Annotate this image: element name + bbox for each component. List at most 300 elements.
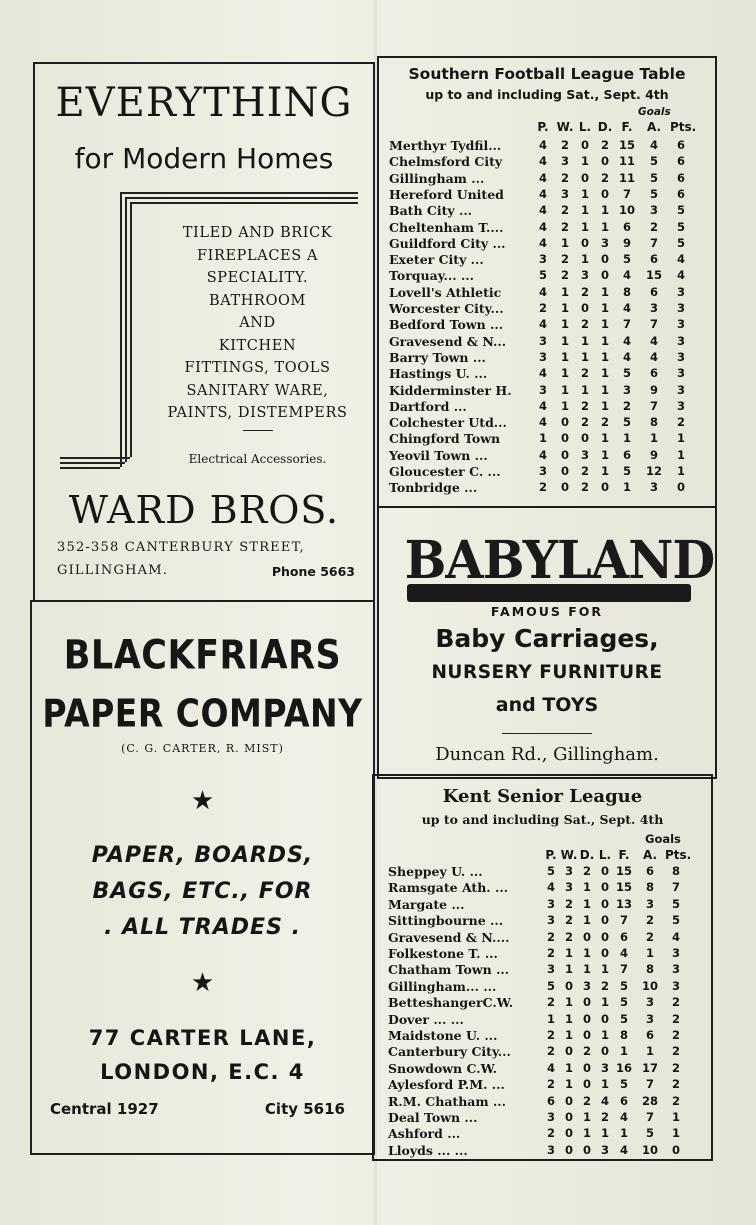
- stat-l: 0: [580, 170, 589, 185]
- column-header: D.: [579, 848, 595, 862]
- team-name: Ashford ...: [388, 1126, 461, 1142]
- team-name: Dover ... ...: [388, 1011, 464, 1027]
- stat-w: 1: [560, 366, 569, 381]
- stat-f: 7: [619, 962, 628, 977]
- stat-pts: 6: [676, 186, 685, 201]
- stat-l: 1: [580, 154, 589, 169]
- column-header: Pts.: [665, 848, 692, 862]
- stat-pts: 0: [671, 1142, 680, 1157]
- team-name: Dartford ...: [389, 398, 467, 414]
- stat-p: 2: [546, 995, 555, 1010]
- stat-f: 5: [622, 252, 631, 267]
- team-name: Lloyds ... ...: [388, 1142, 468, 1158]
- stat-d: 0: [600, 268, 609, 283]
- southern-league-subtitle: up to and including Sat., Sept. 4th: [425, 87, 669, 102]
- stat-p: 5: [546, 978, 555, 993]
- ward-line: SPECIALITY.: [206, 270, 309, 286]
- stat-pts: 3: [676, 398, 685, 413]
- stat-a: 7: [645, 1110, 654, 1124]
- stat-f: 5: [619, 978, 628, 993]
- stat-pts: 2: [671, 1093, 680, 1108]
- stat-p: 4: [538, 398, 547, 413]
- stat-l: 1: [600, 1126, 609, 1141]
- stat-l: 2: [580, 464, 589, 478]
- stat-l: 4: [600, 1093, 609, 1108]
- stat-w: 1: [560, 349, 569, 364]
- stat-f: 2: [622, 398, 631, 413]
- stat-d: 1: [582, 962, 591, 977]
- table-row: [374, 913, 711, 929]
- blackfriars-line: BAGS, ETC., FOR: [92, 879, 313, 904]
- team-name: Bath City ...: [389, 203, 473, 219]
- team-name: Exeter City ...: [389, 252, 484, 268]
- stat-d: 0: [582, 929, 591, 944]
- team-name: Ramsgate Ath. ...: [388, 880, 509, 896]
- stat-a: 4: [649, 138, 658, 152]
- stat-w: 2: [560, 219, 569, 234]
- stat-l: 3: [580, 268, 589, 283]
- stat-l: 2: [580, 398, 589, 413]
- stat-p: 3: [538, 464, 547, 478]
- stat-pts: 8: [671, 864, 680, 878]
- ward-phone: Phone 5663: [271, 564, 355, 579]
- stat-a: 1: [645, 1044, 654, 1059]
- table-row: [379, 366, 715, 382]
- frame-line: [120, 192, 358, 194]
- stat-p: 3: [546, 1110, 555, 1124]
- ward-line: SANITARY WARE,: [186, 382, 329, 399]
- stat-w: 1: [560, 382, 569, 397]
- team-name: Yeovil Town ...: [389, 447, 488, 463]
- stat-p: 3: [546, 1142, 555, 1157]
- stat-pts: 5: [671, 913, 680, 928]
- stat-w: 2: [560, 252, 569, 267]
- stat-d: 1: [600, 301, 609, 315]
- stat-pts: 0: [676, 480, 685, 495]
- ward-line: TILED AND BRICK: [182, 225, 333, 241]
- stat-a: 3: [645, 995, 654, 1010]
- stat-w: 1: [560, 398, 569, 413]
- stat-pts: 6: [676, 154, 685, 169]
- stat-pts: 7: [671, 880, 680, 895]
- blackfriars-product-list: [32, 838, 373, 946]
- stat-f: 5: [622, 366, 631, 381]
- column-header: A.: [646, 120, 662, 134]
- stat-f: 4: [619, 1110, 628, 1124]
- stat-f: 4: [622, 268, 631, 283]
- stat-p: 2: [546, 1126, 555, 1141]
- stat-w: 0: [560, 415, 569, 430]
- table-row: [379, 203, 715, 219]
- stat-f: 9: [622, 235, 631, 250]
- team-name: Gillingham... ...: [388, 978, 497, 994]
- stat-l: 3: [600, 1142, 609, 1157]
- stat-pts: 3: [671, 946, 680, 960]
- stat-p: 2: [538, 301, 547, 315]
- stat-w: 2: [564, 913, 573, 928]
- blackfriars-address-1: 77 CARTER LANE,: [88, 1026, 317, 1050]
- ward-town: GILLINGHAM.: [57, 563, 169, 578]
- stat-w: 1: [564, 1077, 573, 1092]
- ward-headline-1: EVERYTHING: [55, 80, 353, 126]
- stat-a: 5: [649, 154, 658, 169]
- team-name: Gravesend & N...: [389, 333, 507, 349]
- team-name: Colchester Utd...: [389, 415, 507, 431]
- stat-pts: 4: [671, 929, 680, 944]
- stat-pts: 2: [671, 995, 680, 1010]
- team-name: Guildford City ...: [389, 235, 506, 251]
- table-row: [374, 1143, 711, 1159]
- table-row: [374, 962, 711, 978]
- column-header: A.: [642, 848, 658, 862]
- stat-l: 2: [600, 978, 609, 993]
- stat-a: 2: [649, 219, 658, 234]
- stat-l: 0: [600, 864, 609, 878]
- stat-w: 0: [564, 1093, 573, 1108]
- stat-a: 3: [649, 480, 658, 495]
- stat-p: 3: [538, 333, 547, 348]
- stat-p: 1: [538, 431, 547, 446]
- stat-l: 0: [580, 301, 589, 315]
- stat-p: 4: [538, 154, 547, 169]
- stat-pts: 3: [676, 382, 685, 397]
- kent-league-title: Kent Senior League: [442, 786, 643, 807]
- stat-w: 0: [564, 978, 573, 993]
- column-header: W.: [556, 120, 574, 134]
- frame-line: [125, 197, 358, 199]
- stat-f: 15: [615, 864, 632, 878]
- stat-d: 2: [600, 138, 609, 152]
- stat-a: 3: [649, 301, 658, 315]
- stat-d: 1: [600, 366, 609, 381]
- stat-a: 15: [645, 268, 662, 283]
- table-row: [374, 1061, 711, 1077]
- stat-f: 4: [622, 301, 631, 315]
- stat-f: 16: [615, 1060, 632, 1075]
- stat-d: 0: [600, 480, 609, 495]
- frame-line: [130, 202, 132, 457]
- stat-pts: 2: [671, 1044, 680, 1059]
- stat-p: 1: [546, 1011, 555, 1026]
- stat-pts: 3: [676, 366, 685, 381]
- stat-f: 15: [615, 880, 632, 895]
- babyland-line-3: and TOYS: [495, 694, 599, 716]
- table-row: [374, 864, 711, 880]
- stat-l: 1: [580, 333, 589, 348]
- team-name: Gravesend & N....: [388, 929, 510, 945]
- stat-p: 3: [546, 962, 555, 977]
- stat-l: 0: [580, 431, 589, 446]
- stat-w: 1: [560, 333, 569, 348]
- divider: [502, 733, 592, 734]
- stat-f: 5: [619, 1077, 628, 1092]
- stat-l: 0: [580, 138, 589, 152]
- table-row: [374, 979, 711, 995]
- stat-p: 4: [546, 1060, 555, 1075]
- column-header: F.: [618, 848, 630, 862]
- stat-f: 13: [615, 896, 632, 911]
- table-row: [374, 1094, 711, 1110]
- blackfriars-title-1: BLACKFRIARS: [63, 633, 342, 679]
- frame-line: [120, 192, 122, 467]
- frame-line: [60, 467, 120, 469]
- team-name: R.M. Chatham ...: [388, 1093, 507, 1109]
- table-row: [374, 1012, 711, 1028]
- stat-d: 3: [582, 978, 591, 993]
- stat-l: 1: [580, 219, 589, 234]
- stat-w: 1: [560, 235, 569, 250]
- table-row: [379, 334, 715, 350]
- stat-d: 2: [582, 864, 591, 878]
- team-name: Snowdown C.W.: [388, 1060, 498, 1076]
- team-name: Tonbridge ...: [389, 480, 478, 496]
- stat-p: 3: [546, 896, 555, 911]
- stat-w: 0: [564, 1142, 573, 1157]
- stat-f: 6: [619, 929, 628, 944]
- stat-pts: 1: [671, 1126, 680, 1141]
- stat-l: 2: [580, 317, 589, 332]
- stat-w: 2: [560, 170, 569, 185]
- stat-l: 0: [600, 913, 609, 928]
- stat-a: 1: [649, 431, 658, 446]
- stat-w: 2: [560, 268, 569, 283]
- stat-a: 6: [645, 1028, 654, 1042]
- stat-d: 1: [600, 203, 609, 218]
- stat-p: 4: [538, 415, 547, 430]
- stat-l: 0: [600, 929, 609, 944]
- stat-pts: 3: [671, 962, 680, 977]
- goals-label: Goals: [645, 832, 681, 846]
- table-row: [374, 1077, 711, 1093]
- stat-d: 0: [582, 1028, 591, 1042]
- stat-w: 1: [564, 995, 573, 1010]
- stat-d: 3: [600, 235, 609, 250]
- stat-d: 0: [582, 1011, 591, 1026]
- table-row: [379, 431, 715, 447]
- babyland-famous-for: FAMOUS FOR: [490, 604, 604, 619]
- stat-a: 9: [649, 382, 658, 397]
- team-name: Bedford Town ...: [389, 317, 504, 333]
- stat-l: 3: [600, 1060, 609, 1075]
- stat-a: 9: [649, 447, 658, 462]
- table-row: [379, 154, 715, 170]
- stat-l: 0: [580, 235, 589, 250]
- stat-pts: 3: [676, 349, 685, 364]
- stat-pts: 6: [676, 170, 685, 185]
- stat-d: 0: [582, 1077, 591, 1092]
- stat-d: 1: [600, 349, 609, 364]
- stat-a: 2: [645, 929, 654, 944]
- stat-f: 6: [622, 219, 631, 234]
- frame-line: [125, 197, 127, 462]
- stat-pts: 3: [676, 284, 685, 299]
- ward-address: 352-358 CANTERBURY STREET,: [57, 540, 305, 555]
- stat-l: 1: [600, 1077, 609, 1092]
- stat-l: 1: [600, 1028, 609, 1042]
- stat-d: 2: [600, 170, 609, 185]
- stat-pts: 1: [676, 464, 685, 478]
- table-row: [374, 930, 711, 946]
- ward-line: AND: [239, 315, 276, 331]
- stat-pts: 1: [671, 1110, 680, 1124]
- stat-pts: 4: [676, 268, 685, 283]
- stat-w: 3: [564, 864, 573, 878]
- stat-d: 1: [600, 219, 609, 234]
- stat-p: 3: [546, 913, 555, 928]
- stat-d: 1: [600, 447, 609, 462]
- stat-pts: 2: [671, 1028, 680, 1042]
- stat-a: 10: [641, 978, 658, 993]
- stat-l: 3: [580, 447, 589, 462]
- stat-w: 3: [560, 186, 569, 201]
- stat-w: 1: [564, 962, 573, 977]
- column-header: P.: [537, 120, 549, 134]
- stat-d: 1: [600, 398, 609, 413]
- frame-line: [130, 202, 358, 204]
- stat-d: 1: [582, 1126, 591, 1141]
- stat-pts: 4: [676, 252, 685, 267]
- stat-pts: 1: [676, 447, 685, 462]
- stat-d: 1: [582, 913, 591, 928]
- team-name: Folkestone T. ...: [388, 946, 498, 961]
- team-name: Canterbury City...: [388, 1044, 511, 1060]
- stat-pts: 5: [676, 219, 685, 234]
- goals-label: Goals: [638, 106, 671, 118]
- stat-pts: 3: [676, 317, 685, 332]
- team-name: Chingford Town: [389, 431, 501, 447]
- stat-l: 0: [600, 880, 609, 895]
- babyland-logo-text: BABYLAND: [404, 530, 715, 591]
- team-name: Chelmsford City: [389, 154, 503, 170]
- babyland-advert: [377, 506, 717, 779]
- blackfriars-title-2: PAPER COMPANY: [42, 691, 363, 736]
- ward-company-name: WARD BROS.: [68, 488, 340, 532]
- stat-w: 2: [564, 896, 573, 911]
- stat-f: 5: [619, 995, 628, 1010]
- blackfriars-line: PAPER, BOARDS,: [91, 843, 314, 868]
- table-row: [379, 171, 715, 187]
- stat-p: 2: [546, 1077, 555, 1092]
- stat-p: 4: [538, 186, 547, 201]
- team-name: Lovell's Athletic: [389, 284, 502, 300]
- stat-pts: 3: [671, 978, 680, 993]
- table-row: [379, 464, 715, 480]
- stat-a: 6: [649, 284, 658, 299]
- southern-league-title: Southern Football League Table: [408, 65, 686, 83]
- stat-w: 1: [560, 284, 569, 299]
- divider: [243, 430, 273, 431]
- column-header: Pts.: [670, 120, 697, 134]
- ward-electrical: Electrical Accessories.: [188, 452, 327, 466]
- stat-l: 1: [600, 962, 609, 977]
- stat-p: 3: [538, 252, 547, 267]
- stat-f: 1: [619, 1044, 628, 1059]
- stat-d: 1: [582, 1110, 591, 1124]
- stat-d: 1: [600, 382, 609, 397]
- blackfriars-proprietors: (C. G. CARTER, R. MIST): [121, 742, 284, 755]
- stat-a: 7: [649, 235, 658, 250]
- blackfriars-advert: [30, 600, 375, 1155]
- stat-p: 5: [538, 268, 547, 283]
- stat-a: 7: [645, 1077, 654, 1092]
- stat-f: 11: [618, 154, 635, 169]
- stat-a: 6: [645, 864, 654, 878]
- stat-pts: 5: [676, 203, 685, 218]
- table-row: [379, 317, 715, 333]
- stat-a: 1: [645, 946, 654, 960]
- stat-d: 1: [600, 431, 609, 446]
- team-name: Torquay... ...: [389, 268, 475, 284]
- stat-w: 0: [564, 1126, 573, 1141]
- stat-a: 8: [645, 880, 654, 895]
- stat-d: 0: [582, 1060, 591, 1075]
- stat-a: 7: [649, 398, 658, 413]
- table-row: [374, 1044, 711, 1060]
- team-name: Sheppey U. ...: [388, 864, 483, 879]
- team-name: Sittingbourne ...: [388, 913, 504, 929]
- stat-w: 1: [564, 1011, 573, 1026]
- stat-p: 2: [546, 946, 555, 960]
- stat-a: 3: [645, 1011, 654, 1026]
- table-row: [379, 252, 715, 268]
- stat-d: 0: [582, 1142, 591, 1157]
- stat-f: 8: [619, 1028, 628, 1042]
- ward-line: FIREPLACES A: [196, 247, 319, 264]
- stat-p: 4: [538, 235, 547, 250]
- stat-w: 1: [564, 1028, 573, 1042]
- stat-p: 2: [546, 929, 555, 944]
- stat-l: 0: [600, 896, 609, 911]
- table-row: [379, 448, 715, 464]
- team-name: Hastings U. ...: [389, 366, 488, 382]
- stat-a: 3: [649, 203, 658, 218]
- stat-f: 5: [619, 1011, 628, 1026]
- stat-l: 2: [580, 480, 589, 495]
- column-header: P.: [545, 848, 557, 862]
- stat-f: 4: [619, 946, 628, 960]
- stat-p: 2: [546, 1028, 555, 1042]
- stat-a: 10: [641, 1142, 658, 1157]
- stat-l: 0: [600, 946, 609, 960]
- stat-w: 0: [560, 480, 569, 495]
- table-row: [379, 350, 715, 366]
- blackfriars-phone-central: Central 1927: [50, 1100, 159, 1118]
- stat-pts: 2: [676, 415, 685, 430]
- stat-p: 4: [538, 203, 547, 218]
- stat-l: 0: [600, 1044, 609, 1059]
- stat-a: 5: [645, 1126, 654, 1141]
- team-name: Margate ...: [388, 896, 465, 912]
- table-row: [374, 946, 711, 962]
- stat-w: 1: [564, 1060, 573, 1075]
- stat-w: 2: [560, 203, 569, 218]
- stat-pts: 1: [676, 431, 685, 446]
- ward-product-list: [145, 222, 370, 425]
- table-row: [374, 880, 711, 896]
- blackfriars-phone-city: City 5616: [264, 1100, 345, 1118]
- team-name: BetteshangerC.W.: [388, 995, 514, 1011]
- stat-f: 4: [622, 333, 631, 348]
- stat-p: 6: [546, 1093, 555, 1108]
- stat-w: 1: [560, 301, 569, 315]
- team-name: Deal Town ...: [388, 1110, 478, 1125]
- table-row: [374, 1028, 711, 1044]
- table-row: [379, 236, 715, 252]
- stat-p: 4: [538, 219, 547, 234]
- stat-w: 0: [564, 1110, 573, 1124]
- stat-d: 0: [600, 154, 609, 169]
- column-header: L.: [598, 848, 612, 862]
